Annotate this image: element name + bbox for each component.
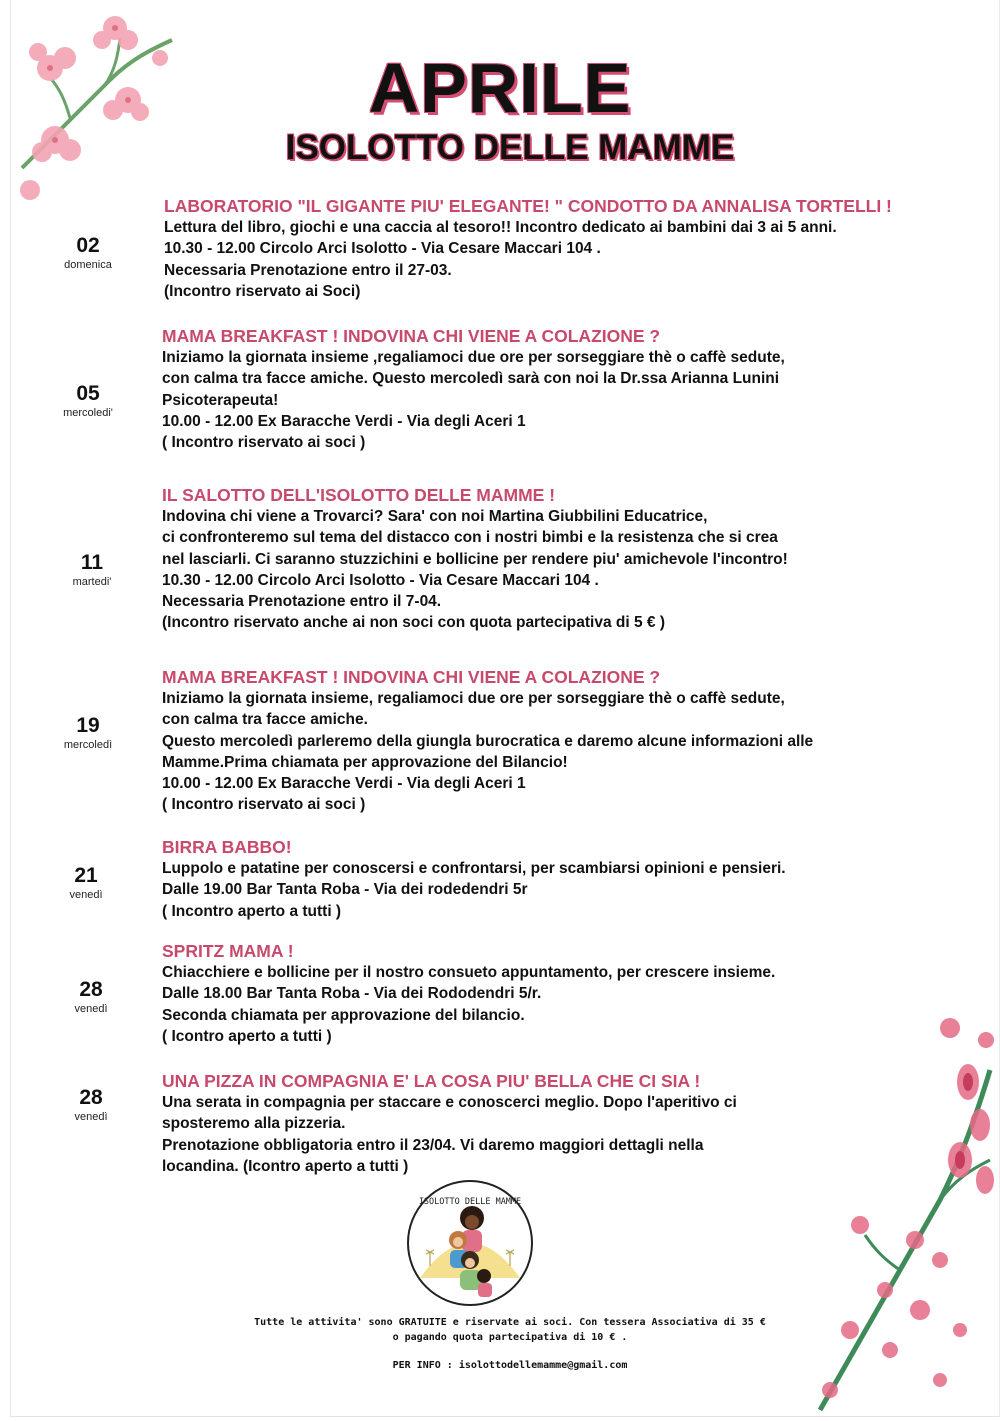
event-date bbox=[36, 978, 146, 1016]
event-day-name: venedì bbox=[69, 889, 103, 901]
event-date bbox=[33, 714, 143, 752]
event-line: Luppolo e patatine per conoscersi e confrontarsi, per scambiarsi opinioni e pensieri. bbox=[162, 860, 786, 877]
event-date bbox=[37, 551, 147, 589]
association-logo bbox=[400, 1178, 540, 1313]
footer-note bbox=[200, 1315, 820, 1345]
event-line: ( Icontro aperto a tutti ) bbox=[162, 1027, 332, 1045]
event-line: ( Incontro riservato ai soci ) bbox=[162, 796, 366, 814]
event-date bbox=[36, 1086, 146, 1124]
event-line: Indovina chi viene a Trovarci? Sara' con noi Martina Giubbilini Educatrice, bbox=[162, 508, 708, 525]
event-content bbox=[162, 667, 952, 816]
event-title: MAMA BREAKFAST ! INDOVINA CHI VIENE A COLAZIONE ? bbox=[162, 667, 661, 687]
event-line: Necessaria Prenotazione entro il 7-04. bbox=[162, 593, 442, 611]
event-content bbox=[164, 196, 954, 302]
footer-line: Tutte le attivita' sono GRATUITE e riservate ai soci. Con tessera Associativa di 35 € bbox=[254, 1317, 766, 1328]
event-line: Lettura del libro, giochi e una caccia al tesoro!! Incontro dedicato ai bambini dai 3 ai 5 anni. bbox=[164, 219, 837, 236]
event-line: Iniziamo la giornata insieme, regaliamoci due ore per sorseggiare thè o caffè sedute, bbox=[162, 690, 785, 707]
event-line: con calma tra facce amiche. Questo mercoledì sarà con noi la Dr.ssa Arianna Lunini bbox=[162, 370, 780, 388]
event-line: ( Incontro riservato ai soci ) bbox=[162, 434, 366, 452]
event-day-name: martedi' bbox=[72, 576, 112, 588]
event-line: Chiacchiere e bollicine per il nostro consueto appuntamento, per crescere insieme. bbox=[162, 964, 776, 981]
event-day-name: domenica bbox=[64, 259, 112, 271]
event-day-name: mercoledi' bbox=[63, 407, 113, 419]
event-content bbox=[162, 326, 952, 453]
event-day-number: 28 bbox=[79, 978, 103, 1001]
event-title: UNA PIZZA IN COMPAGNIA E' LA COSA PIU' BELLA CHE CI SIA ! bbox=[162, 1071, 701, 1091]
event-title: SPRITZ MAMA ! bbox=[162, 941, 294, 961]
event-line: ( Incontro aperto a tutti ) bbox=[162, 902, 342, 920]
event-day-name: mercoledì bbox=[63, 739, 113, 751]
event-title: IL SALOTTO DELL'ISOLOTTO DELLE MAMME ! bbox=[162, 485, 556, 505]
event-line: (Incontro riservato ai Soci) bbox=[164, 282, 361, 300]
footer-info: PER INFO : isolottodellemamme@gmail.com bbox=[392, 1360, 628, 1371]
event-line: ci confronteremo sul tema del distacco con i nostri bimbi e la resistenza che si crea bbox=[162, 529, 778, 547]
event-title: LABORATORIO "IL GIGANTE PIU' ELEGANTE! " CONDOTTO DA ANNALISA TORTELLI ! bbox=[164, 196, 892, 216]
page-title: APRILE bbox=[368, 49, 632, 127]
event-day-name: venedì bbox=[74, 1003, 108, 1015]
event-day-number: 19 bbox=[76, 714, 100, 737]
event-date bbox=[31, 864, 141, 902]
event-line: (Incontro riservato anche ai non soci con quota partecipativa di 5 € ) bbox=[162, 614, 666, 632]
event-line: Psicoterapeuta! bbox=[162, 391, 279, 409]
event-content bbox=[162, 837, 952, 922]
event-line: 10.30 - 12.00 Circolo Arci Isolotto - Via Cesare Maccari 104 . bbox=[162, 571, 599, 589]
event-line: Dalle 18.00 Bar Tanta Roba - Via dei Rododendri 5/r. bbox=[162, 985, 542, 1003]
event-line: Iniziamo la giornata insieme ,regaliamoci due ore per sorseggiare thè o caffè sedute, bbox=[162, 349, 785, 366]
event-line: Necessaria Prenotazione entro il 27-03. bbox=[164, 261, 452, 279]
event-date bbox=[33, 234, 143, 272]
event-day-number: 11 bbox=[80, 551, 104, 574]
event-line: Seconda chiamata per approvazione del bilancio. bbox=[162, 1006, 525, 1024]
event-line: nel lasciarli. Ci saranno stuzzichini e bollicine per rendere piu' amichevole l'incontro! bbox=[162, 550, 788, 568]
logo-text: ISOLOTTO DELLE MAMME bbox=[418, 1197, 522, 1207]
event-day-number: 21 bbox=[74, 864, 98, 887]
event-day-number: 02 bbox=[76, 234, 100, 257]
cherry-blossom-bottom-right-icon bbox=[790, 1010, 1000, 1416]
event-line: con calma tra facce amiche. bbox=[162, 711, 368, 729]
event-line: 10.00 - 12.00 Ex Baracche Verdi - Via degli Aceri 1 bbox=[162, 412, 526, 430]
footer-line: o pagando quota partecipativa di 10 € . bbox=[392, 1332, 628, 1343]
event-title: BIRRA BABBO! bbox=[162, 837, 292, 857]
event-line: Una serata in compagnia per staccare e conoscerci meglio. Dopo l'aperitivo ci bbox=[162, 1094, 737, 1111]
event-line: Dalle 19.00 Bar Tanta Roba - Via dei rodedendri 5r bbox=[162, 881, 528, 899]
event-line: sposteremo alla pizzeria. bbox=[162, 1115, 346, 1133]
event-line: locandina. (Icontro aperto a tutti ) bbox=[162, 1157, 409, 1175]
event-title: MAMA BREAKFAST ! INDOVINA CHI VIENE A COLAZIONE ? bbox=[162, 326, 661, 346]
event-date bbox=[33, 382, 143, 420]
event-day-number: 28 bbox=[79, 1086, 103, 1109]
event-line: 10.00 - 12.00 Ex Baracche Verdi - Via degli Aceri 1 bbox=[162, 775, 526, 793]
event-day-name: venedì bbox=[74, 1111, 108, 1123]
event-line: Questo mercoledì parleremo della giungla burocratica e daremo alcune informazioni alle bbox=[162, 732, 814, 750]
event-day-number: 05 bbox=[76, 382, 100, 405]
event-line: Prenotazione obbligatoria entro il 23/04. Vi daremo maggiori dettagli nella bbox=[162, 1136, 704, 1154]
event-line: Mamme.Prima chiamata per approvazione del Bilancio! bbox=[162, 753, 568, 771]
event-line: 10.30 - 12.00 Circolo Arci Isolotto - Via Cesare Maccari 104 . bbox=[164, 240, 601, 258]
page-subtitle: ISOLOTTO DELLE MAMME bbox=[285, 128, 735, 167]
event-content bbox=[162, 485, 952, 634]
